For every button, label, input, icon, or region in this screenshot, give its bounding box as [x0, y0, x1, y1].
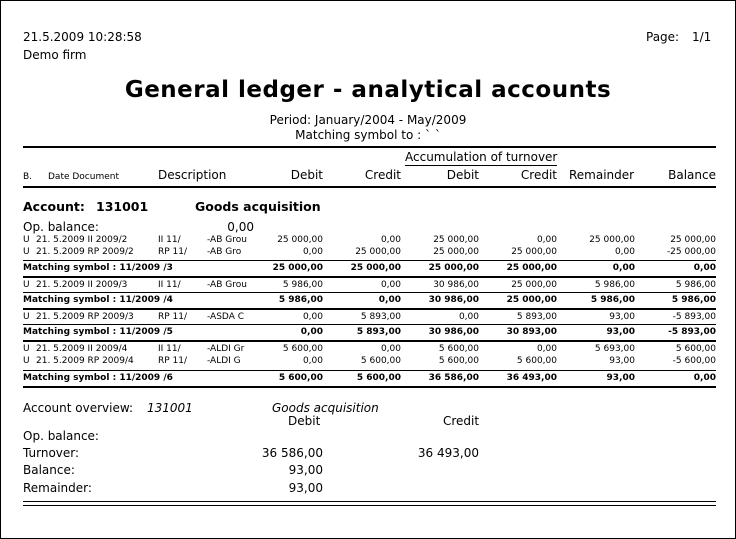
entry-description-doc: RP 11/: [158, 312, 188, 322]
entry-debit: 0,00: [302, 247, 323, 257]
entry-acc-debit: 5 600,00: [438, 356, 479, 366]
matching-summary-label: Matching symbol : 11/2009 /6: [23, 373, 173, 383]
entry-balance: 5 600,00: [675, 344, 716, 354]
report-period: Period: January/2004 - May/2009: [269, 113, 467, 127]
entry-credit: 5 893,00: [360, 312, 401, 322]
entry-acc-credit: 25 000,00: [511, 280, 557, 290]
entry-acc-credit: 25 000,00: [511, 247, 557, 257]
summary-divider-bottom: [23, 386, 716, 388]
summary-acc-debit: 30 986,00: [428, 327, 479, 337]
summary-divider: [23, 260, 716, 261]
summary-debit: 5 600,00: [278, 373, 323, 383]
entry-credit: 25 000,00: [355, 247, 401, 257]
matching-summary-label: Matching symbol : 11/2009 /3: [23, 263, 173, 273]
overview-op-balance-label: Op. balance:: [23, 429, 99, 443]
entry-credit: 0,00: [380, 235, 401, 245]
entry-date-document: 21. 5.2009 II 2009/4: [36, 344, 128, 354]
entry-credit: 0,00: [380, 280, 401, 290]
entry-balance: -5 893,00: [672, 312, 716, 322]
entry-description-doc: II 11/: [158, 235, 181, 245]
summary-credit: 0,00: [378, 295, 401, 305]
entry-description-doc: II 11/: [158, 344, 181, 354]
print-datetime: 21.5.2009 10:28:58: [23, 30, 142, 44]
summary-credit: 5 893,00: [356, 327, 401, 337]
summary-divider: [23, 370, 716, 371]
summary-credit: 5 600,00: [356, 373, 401, 383]
entry-b: U: [23, 344, 30, 354]
firm-name: Demo firm: [23, 48, 87, 62]
col-acc-credit: Credit: [520, 168, 557, 182]
summary-divider-bottom: [23, 276, 716, 278]
col-b: B.: [23, 172, 33, 182]
account-name: Goods acquisition: [195, 199, 321, 214]
summary-balance: 0,00: [693, 263, 716, 273]
col-credit: Credit: [364, 168, 401, 182]
entry-description-partner: -AB Grou: [207, 280, 247, 290]
overview-credit-head: Credit: [443, 414, 480, 428]
entry-description-partner: -ASDA C: [207, 312, 244, 322]
summary-acc-debit: 36 586,00: [428, 373, 479, 383]
overview-account-number: 131001: [147, 401, 193, 415]
col-acc-debit: Debit: [446, 168, 479, 182]
summary-acc-credit: 36 493,00: [506, 373, 557, 383]
op-balance-value: 0,00: [227, 220, 254, 234]
entry-credit: 0,00: [380, 344, 401, 354]
entry-acc-debit: 25 000,00: [433, 247, 479, 257]
entry-credit: 5 600,00: [360, 356, 401, 366]
entry-remainder: 5 986,00: [594, 280, 635, 290]
accumulation-underline: [405, 165, 557, 166]
entry-debit: 0,00: [302, 312, 323, 322]
matching-summary-label: Matching symbol : 11/2009 /4: [23, 295, 173, 305]
summary-balance: 0,00: [693, 373, 716, 383]
entry-description-partner: -ALDI G: [207, 356, 241, 366]
entry-description-partner: -ALDI Gr: [207, 344, 245, 354]
entry-acc-debit: 0,00: [458, 312, 479, 322]
summary-balance: -5 893,00: [668, 327, 716, 337]
col-debit: Debit: [290, 168, 323, 182]
entry-debit: 0,00: [302, 356, 323, 366]
entry-balance: -25 000,00: [666, 247, 716, 257]
page-label: Page:: [646, 30, 680, 44]
overview-balance-label: Balance:: [23, 463, 75, 477]
footer-divider-top: [23, 501, 716, 502]
overview-remainder-label: Remainder:: [23, 481, 92, 495]
account-label: Account:: [23, 199, 85, 214]
summary-debit: 0,00: [300, 327, 323, 337]
op-balance-label: Op. balance:: [23, 220, 99, 234]
summary-acc-credit: 30 893,00: [506, 327, 557, 337]
overview-turnover-credit: 36 493,00: [417, 446, 479, 460]
entry-description-partner: -AB Grou: [207, 235, 247, 245]
summary-acc-debit: 25 000,00: [428, 263, 479, 273]
account-number: 131001: [96, 199, 149, 214]
entry-date-document: 21. 5.2009 RP 2009/4: [36, 356, 134, 366]
overview-remainder-value: 93,00: [288, 481, 323, 495]
accumulation-group-label: Accumulation of turnover: [405, 150, 558, 164]
summary-credit: 25 000,00: [350, 263, 401, 273]
entry-b: U: [23, 312, 30, 322]
overview-debit-head: Debit: [288, 414, 321, 428]
page-number: 1/1: [692, 30, 712, 44]
entry-balance: -5 600,00: [672, 356, 716, 366]
entry-b: U: [23, 280, 30, 290]
overview-balance-value: 93,00: [288, 463, 323, 477]
summary-balance: 5 986,00: [671, 295, 716, 305]
summary-divider-bottom: [23, 340, 716, 342]
summary-remainder: 0,00: [612, 263, 635, 273]
entry-date-document: 21. 5.2009 II 2009/3: [36, 280, 128, 290]
entry-acc-debit: 5 600,00: [438, 344, 479, 354]
entry-b: U: [23, 247, 30, 257]
entry-b: U: [23, 235, 30, 245]
entry-balance: 5 986,00: [675, 280, 716, 290]
entry-acc-credit: 0,00: [536, 235, 557, 245]
entry-date-document: 21. 5.2009 RP 2009/3: [36, 312, 134, 322]
entry-description-partner: -AB Gro: [207, 247, 242, 257]
entry-debit: 25 000,00: [277, 235, 323, 245]
summary-acc-credit: 25 000,00: [506, 295, 557, 305]
summary-remainder: 5 986,00: [590, 295, 635, 305]
col-remainder: Remainder: [569, 168, 635, 182]
entry-acc-credit: 5 893,00: [516, 312, 557, 322]
entry-remainder: 25 000,00: [589, 235, 635, 245]
entry-balance: 25 000,00: [670, 235, 716, 245]
entry-description-doc: II 11/: [158, 280, 181, 290]
header-divider: [23, 146, 716, 148]
summary-debit: 5 986,00: [278, 295, 323, 305]
entry-date-document: 21. 5.2009 II 2009/2: [36, 235, 128, 245]
summary-debit: 25 000,00: [272, 263, 323, 273]
entry-description-doc: RP 11/: [158, 356, 188, 366]
entry-acc-credit: 5 600,00: [516, 356, 557, 366]
entry-debit: 5 986,00: [282, 280, 323, 290]
entry-remainder: 93,00: [609, 356, 635, 366]
entry-debit: 5 600,00: [282, 344, 323, 354]
summary-divider: [23, 324, 716, 325]
footer-divider-bottom: [23, 505, 716, 506]
summary-remainder: 93,00: [606, 373, 635, 383]
overview-turnover-debit: 36 586,00: [261, 446, 323, 460]
entry-description-doc: RP 11/: [158, 247, 188, 257]
entry-acc-credit: 0,00: [536, 344, 557, 354]
entry-b: U: [23, 356, 30, 366]
entry-acc-debit: 25 000,00: [433, 235, 479, 245]
column-header-divider: [23, 186, 716, 188]
overview-label: Account overview:: [23, 401, 134, 415]
summary-acc-debit: 30 986,00: [428, 295, 479, 305]
entry-acc-debit: 30 986,00: [433, 280, 479, 290]
overview-account-name: Goods acquisition: [272, 401, 379, 415]
entry-remainder: 5 693,00: [594, 344, 635, 354]
entry-remainder: 93,00: [609, 312, 635, 322]
summary-divider-bottom: [23, 308, 716, 310]
entry-remainder: 0,00: [614, 247, 635, 257]
summary-divider: [23, 292, 716, 293]
overview-turnover-label: Turnover:: [23, 446, 80, 460]
entry-date-document: 21. 5.2009 RP 2009/2: [36, 247, 134, 257]
col-description: Description: [158, 168, 227, 182]
summary-remainder: 93,00: [606, 327, 635, 337]
report-matching-symbol: Matching symbol to : ` `: [295, 128, 441, 142]
summary-acc-credit: 25 000,00: [506, 263, 557, 273]
col-balance: Balance: [668, 168, 716, 182]
matching-summary-label: Matching symbol : 11/2009 /5: [23, 327, 173, 337]
report-title: General ledger - analytical accounts: [124, 77, 612, 103]
col-date-document: Date Document: [48, 172, 119, 182]
